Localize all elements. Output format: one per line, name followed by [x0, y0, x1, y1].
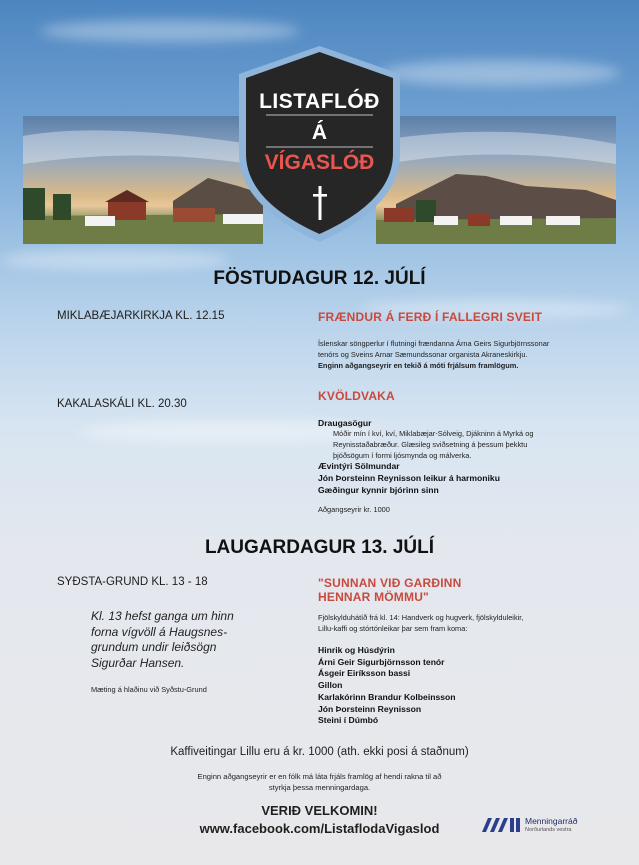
day2-walk-text: [91, 609, 234, 671]
donation-note: [0, 771, 639, 793]
event2-item: Jón Þorsteinn Reynisson leikur á harmoniku: [318, 473, 500, 483]
event2-venue: KAKALASKÁLI KL. 20.30: [57, 398, 187, 410]
performer-item: Steini í Dúmbó: [318, 715, 379, 726]
day2-meeting: Mæting á hlaðinu við Syðstu-Grund: [91, 685, 207, 694]
event2-item-list: [318, 460, 500, 496]
coffee-info: Kaffiveitingar Lillu eru á kr. 1000 (ath. ekki posi á staðnum): [170, 746, 469, 758]
cloud-streak: [0, 250, 230, 270]
day2-title-line: HENNAR MÖMMU": [318, 590, 429, 604]
event1-desc-line: Íslenskar söngperlur í flutningi frændanna Árna Geirs Sigurbjörnssonar: [318, 339, 550, 348]
note-line: styrkja þessa menningardaga.: [268, 783, 371, 792]
cross-icon: [311, 186, 329, 220]
performer-item: Árni Geir Sigurbjörnsson tenór: [318, 656, 445, 667]
logo-title-line2: Á: [311, 121, 328, 144]
facebook-link[interactable]: www.facebook.com/ListaflodaVigaslod: [199, 821, 440, 836]
event2-item: Ævintýri Sölmundar: [318, 461, 400, 471]
event1-title: FRÆNDUR Á FERÐ Í FALLEGRI SVEIT: [318, 310, 543, 324]
welcome-text: VERIÐ VELKOMIN!: [261, 803, 378, 818]
sponsor-logo-icon: [480, 815, 524, 833]
performer-item: Ásgeir Eiríksson bassi: [318, 668, 411, 679]
day2-intro: [318, 612, 523, 634]
event1-description: [318, 338, 549, 371]
event2-desc-line: þjóðsögum í formi ljósmynda og málverka.: [333, 451, 472, 460]
day2-title: [318, 576, 462, 604]
performer-item: Jón Þorsteinn Reynisson: [318, 703, 422, 714]
event1-desc-line: Enginn aðgangseyrir en tekið á móti frjálsum framlögum.: [318, 361, 519, 370]
event2-title: KVÖLDVAKA: [318, 389, 395, 403]
walk-line: grundum undir leiðsögn: [91, 640, 217, 654]
note-line: Enginn aðgangseyrir er en fólk má láta frjáls framlög af hendi rakna til að: [197, 772, 442, 781]
day2-title-line: "SUNNAN VIÐ GARÐINN: [318, 576, 462, 590]
event2-item1-description: [333, 428, 533, 461]
walk-line: Kl. 13 hefst ganga um hinn: [91, 609, 234, 623]
walk-line: Sigurðar Hansen.: [91, 655, 185, 670]
day2-heading: LAUGARDAGUR 13. JÚLÍ: [204, 537, 435, 558]
event2-item: Draugasögur: [318, 418, 372, 428]
intro-line: Fjölskylduhátíð frá kl. 14: Handverk og hugverk, fjölskylduleikir,: [318, 613, 524, 622]
performer-item: Karlakórinn Brandur Kolbeinsson: [318, 691, 456, 702]
intro-line: Lillu-kaffi og stórtónleikar þar sem fram koma:: [318, 624, 468, 633]
day1-heading: FÖSTUDAGUR 12. JÚLÍ: [213, 268, 426, 289]
event2-desc-line: Móðir mín í kví, kví, Miklabæjar-Sólveig, Djákninn á Myrká og: [333, 429, 534, 438]
landscape-photo-right: [376, 116, 616, 244]
logo-title-line3: VÍGASLÓÐ: [264, 151, 375, 174]
cloud-streak: [380, 60, 620, 86]
performer-list: [318, 645, 456, 727]
performer-item: Hinrik og Húsdýrin: [318, 645, 395, 655]
walk-line: forna vígvöll á Haugsnes-: [91, 624, 228, 639]
cloud-streak: [40, 20, 300, 42]
sponsor-name: Menningarráð: [525, 816, 578, 826]
event1-desc-line: tenórs og Sveins Arnar Sæmundssonar organista Akraneskirkju.: [318, 350, 528, 359]
event1-venue: MIKLABÆJARKIRKJA KL. 12.15: [57, 310, 225, 322]
event2-fee: Aðgangseyrir kr. 1000: [318, 505, 390, 514]
event2-item: Gæðingur kynnir bjórinn sinn: [318, 485, 439, 495]
performer-item: Gillon: [318, 680, 343, 691]
logo-title-line1: LISTAFLÓÐ: [259, 90, 380, 113]
sponsor-subtitle: Norðurlands vestra: [525, 827, 572, 833]
landscape-photo-left: [23, 116, 263, 244]
day2-venue: SYÐSTA-GRUND KL. 13 - 18: [57, 576, 208, 588]
event2-desc-line: Reynisstaðabræður. Glæsileg sviðsetning á þessum þekktu: [333, 440, 528, 449]
